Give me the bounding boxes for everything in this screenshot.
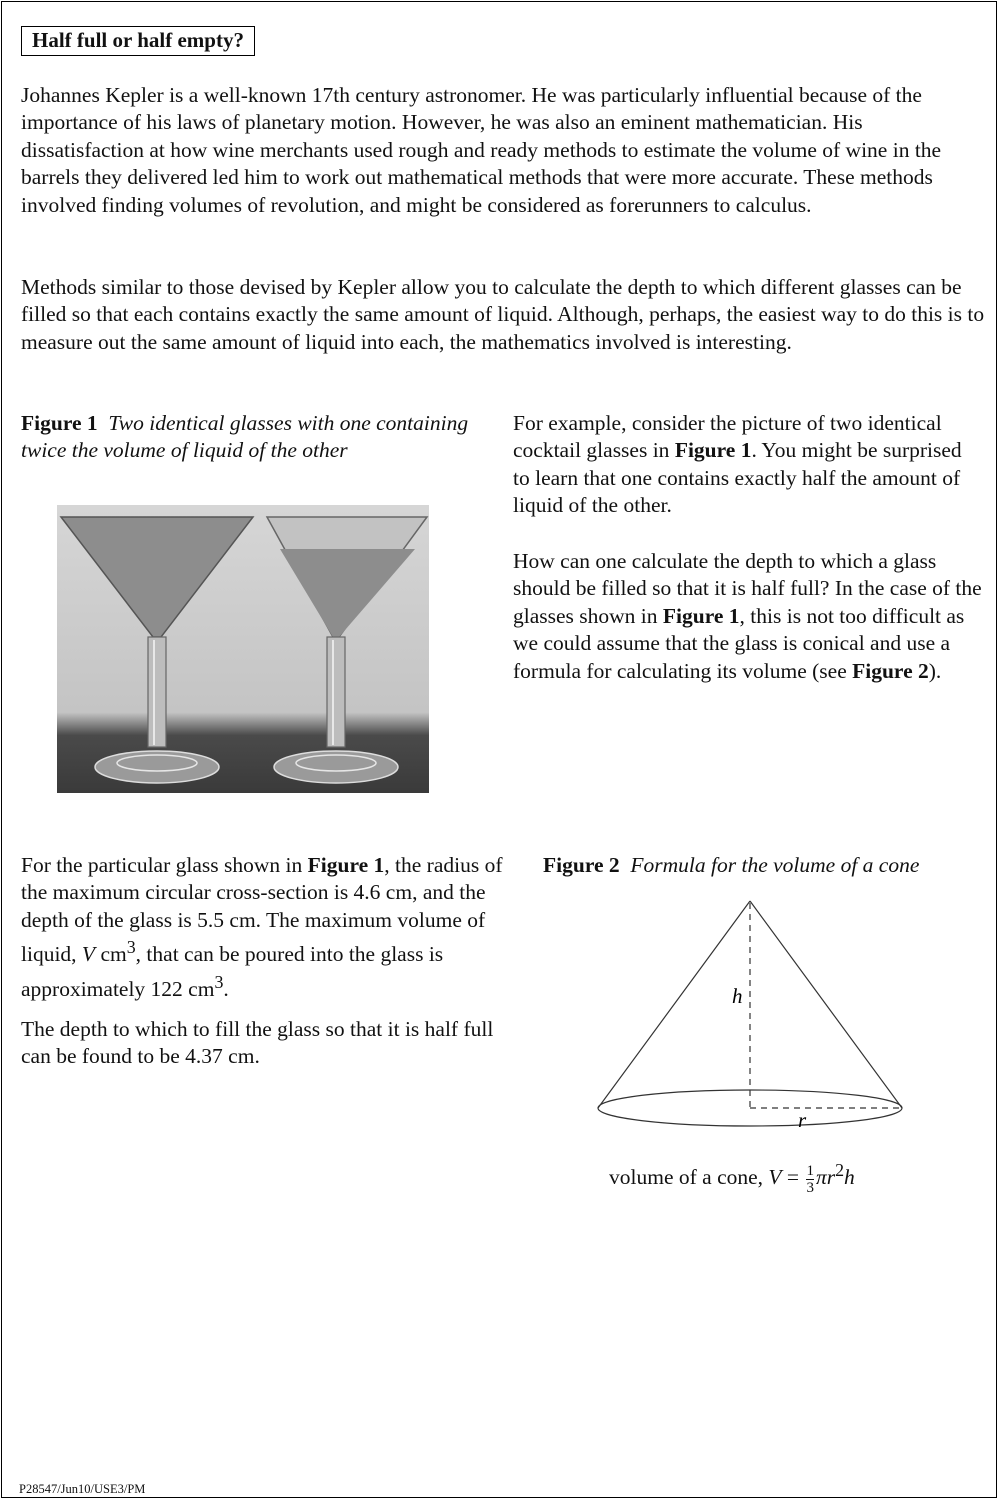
text-run: , that can be poured into the glass is approximately 122 cm <box>21 942 444 1001</box>
text-run: volume of a cone, <box>609 1165 769 1190</box>
cone-diagram <box>592 895 912 1135</box>
formula-variable: h <box>844 1165 855 1190</box>
fraction-denominator: 3 <box>806 1179 814 1196</box>
figure1-label: Figure 1 <box>21 411 98 435</box>
figure1-reference: Figure 1 <box>307 853 385 877</box>
text-run: . <box>223 976 229 1001</box>
label-r: r <box>798 1108 807 1132</box>
right-paragraph-1 <box>513 410 983 520</box>
volume-variable: V <box>81 942 96 967</box>
formula-pi-r: πr <box>815 1165 836 1190</box>
text-run: For example, consider the picture of two identical cocktail glasses in <box>513 411 942 463</box>
cocktail-glasses-photo <box>57 505 429 793</box>
page-title: Half full or half empty? <box>21 26 255 56</box>
text-run: For the particular glass shown in <box>21 853 308 877</box>
figure2-caption-text: Formula for the volume of a cone <box>630 853 920 877</box>
text-run: = <box>781 1165 805 1190</box>
superscript: 2 <box>835 1160 845 1180</box>
figure1-reference: Figure 1 <box>674 438 752 463</box>
right-paragraph-2 <box>513 548 983 685</box>
figure2-caption <box>543 852 983 879</box>
footer-code: P28547/Jun10/USE3/PM <box>19 1482 146 1496</box>
text-run: , this is not too difficult as we could assume that the glass is conical and use a formula for calculating its volume (see <box>513 603 965 683</box>
cone-volume-formula <box>609 1160 855 1196</box>
text-run: . You might be surprised to learn that one contains exactly half the amount of liquid of the other. <box>513 438 962 518</box>
figure1-caption <box>21 410 481 465</box>
text-run: , the radius of the maximum circular cross-section is 4.6 cm, and the depth of the glass is 5.5 cm. The maximum volume of liquid, <box>21 853 503 967</box>
cone-right-edge <box>750 901 902 1108</box>
figure1-reference: Figure 1 <box>662 603 740 628</box>
text-run: ). <box>928 658 942 683</box>
label-h: h <box>732 984 743 1008</box>
cone-left-edge <box>598 901 750 1108</box>
text-run: How can one calculate the depth to which a glass should be filled so that it is half full? In the case of the glasses shown in <box>513 549 982 628</box>
text-run: cm <box>95 942 127 967</box>
fraction-numerator: 1 <box>806 1162 814 1179</box>
intro-paragraph-1: Johannes Kepler is a well-known 17th century astronomer. He was particularly influential because of the importance of his laws of planetary motion. However, he was also an eminent mathematician. His dissatisfaction at how wine merchants used rough and ready methods to estimate the volume of wine in the barrels they delivered led him to work out mathematical methods that were more accurate. These methods involved finding volumes of revolution, and might be considered as forerunners to calculus. <box>21 83 942 217</box>
glass-dimensions-paragraph <box>21 852 506 1003</box>
figure2-label: Figure 2 <box>543 853 620 877</box>
superscript: 3 <box>126 937 136 958</box>
intro-paragraph-2: Methods similar to those devised by Kepler allow you to calculate the depth to which different glasses can be filled so that each contains exactly the same amount of liquid. Although, perhaps, the easiest way to do this is to measure out the same amount of liquid into each, the mathematics involved is interesting. <box>21 275 985 354</box>
figure1-caption-text: Two identical glasses with one containing twice the volume of liquid of the other <box>21 411 469 463</box>
formula-variable: V <box>768 1165 782 1190</box>
figure2-reference: Figure 2 <box>852 658 929 683</box>
superscript: 3 <box>214 971 224 992</box>
half-full-depth-paragraph: The depth to which to fill the glass so that it is half full can be found to be 4.37 cm. <box>21 1017 494 1069</box>
fraction-one-third <box>806 1163 814 1196</box>
